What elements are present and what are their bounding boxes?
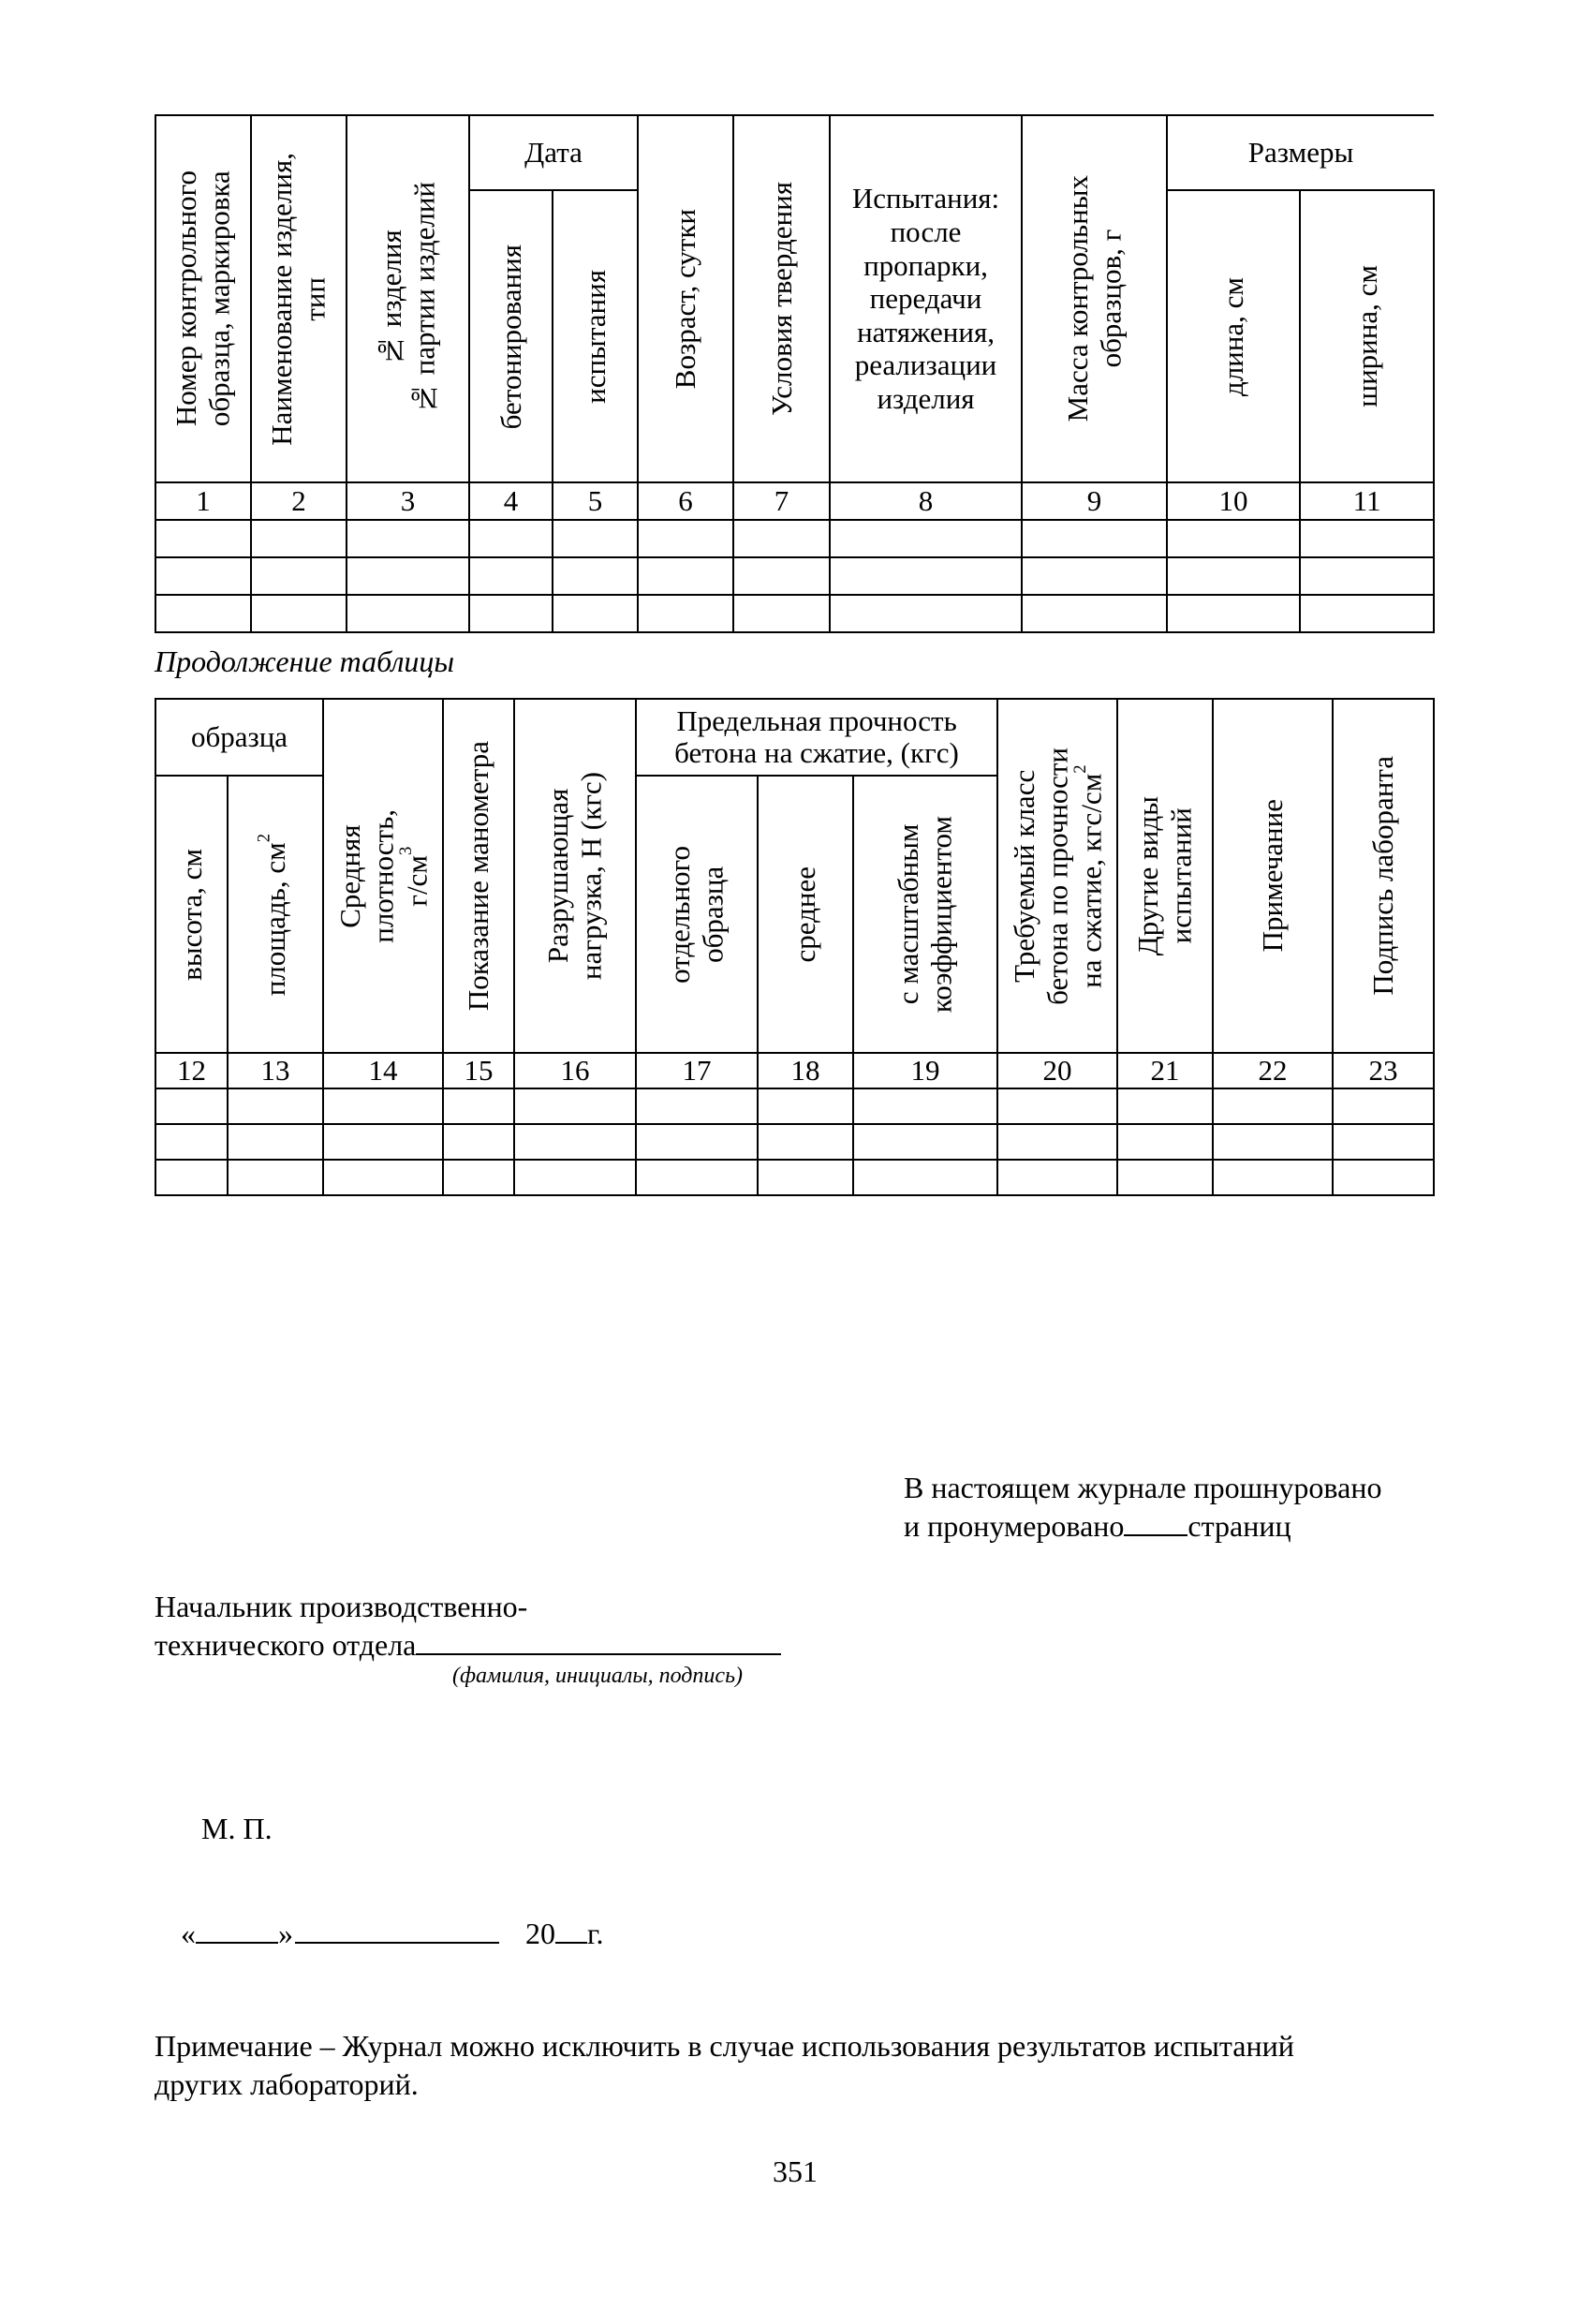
header-average: среднее <box>758 776 853 1053</box>
col-number: 17 <box>636 1053 758 1088</box>
col-number: 20 <box>997 1053 1117 1088</box>
seal-mark: М. П. <box>201 1812 273 1845</box>
col-number: 16 <box>514 1053 636 1088</box>
col-number: 23 <box>1333 1053 1434 1088</box>
table-row <box>155 557 1434 595</box>
col-number: 9 <box>1022 482 1167 520</box>
signature-blank <box>416 1653 781 1655</box>
date-line: « » 20 г. <box>181 1917 604 1950</box>
col-number: 1 <box>155 482 251 520</box>
journal-note <box>904 1469 1381 1546</box>
signature-title-line1: Начальник производственно- <box>155 1590 528 1623</box>
pages-blank <box>1124 1534 1187 1536</box>
table-row <box>155 595 1434 632</box>
col-number: 22 <box>1213 1053 1333 1088</box>
col-number: 15 <box>443 1053 514 1088</box>
col-number: 6 <box>638 482 733 520</box>
signature-hint: (фамилия, инициалы, подпись) <box>452 1664 743 1688</box>
table-row <box>155 1124 1434 1160</box>
continuation-caption: Продолжение таблицы <box>155 644 455 678</box>
header-area: площадь, $см^2$ <box>228 776 323 1053</box>
header-width: ширина, см <box>1300 190 1434 482</box>
header-scale-factor: с масштабным коэффициентом <box>853 776 997 1053</box>
header-sample-number: Номер контрольного образца, маркировка <box>155 115 251 482</box>
table-row <box>155 520 1434 557</box>
footnote-line1: Примечание – Журнал можно исключить в случае использования результатов испытаний <box>155 2029 1294 2063</box>
footnote-line2: других лабораторий. <box>155 2066 419 2101</box>
header-manometer: Показание манометра <box>443 699 514 1053</box>
year-blank <box>555 1942 587 1944</box>
table-row <box>155 1160 1434 1195</box>
col-number: 4 <box>469 482 553 520</box>
col-number: 5 <box>553 482 638 520</box>
header-date-group: Дата <box>469 115 638 190</box>
day-blank <box>196 1942 278 1944</box>
header-strength-group: Предельная прочность бетона на сжатие, (кгс) <box>636 699 997 776</box>
col-number: 21 <box>1117 1053 1213 1088</box>
signature-block <box>155 1588 781 1665</box>
col-number: 3 <box>347 482 469 520</box>
col-number: 13 <box>228 1053 323 1088</box>
table-row <box>155 1088 1434 1124</box>
column-numbers-row <box>155 482 1434 520</box>
header-sample-group: образца <box>155 699 323 776</box>
col-number: 18 <box>758 1053 853 1088</box>
header-individual-sample: отдельного образца <box>636 776 758 1053</box>
col-number: 14 <box>323 1053 443 1088</box>
header-sample-mass: Масса контрольных образцов, г <box>1022 115 1167 482</box>
journal-note-line1: В настоящем журнале прошнуровано <box>904 1471 1382 1504</box>
signature-title-line2: технического отдела <box>155 1626 781 1665</box>
col-number: 11 <box>1300 482 1434 520</box>
col-number: 7 <box>733 482 830 520</box>
header-length: длина, см <box>1167 190 1300 482</box>
col-number: 19 <box>853 1053 997 1088</box>
journal-note-line2: и пронумеровано страниц <box>904 1508 1291 1543</box>
header-tests: Испытания: после пропарки, передачи натяжения, реализации изделия <box>830 115 1022 482</box>
header-age: Возраст, сутки <box>638 115 733 482</box>
table-2 <box>155 698 1435 1196</box>
header-concreting: бетонирования <box>469 190 553 482</box>
header-density: Средняя плотность, $г/см^3$ <box>323 699 443 1053</box>
header-lab-signature: Подпись лаборанта <box>1333 699 1434 1053</box>
column-numbers-row <box>155 1053 1434 1088</box>
header-required-class: Требуемый класс бетона по прочности на сжатие, кгс/$см^2$ <box>997 699 1117 1053</box>
footnote <box>155 2027 1294 2104</box>
header-product-name: Наименование изделия, тип <box>251 115 347 482</box>
col-number: 8 <box>830 482 1022 520</box>
header-curing-conditions: Условия твердения <box>733 115 830 482</box>
table-1 <box>155 114 1435 633</box>
month-blank <box>295 1942 499 1944</box>
header-size-group: Размеры <box>1167 115 1434 190</box>
header-note: Примечание <box>1213 699 1333 1053</box>
page-number: 351 <box>773 2154 818 2188</box>
header-height: высота, см <box>155 776 228 1053</box>
col-number: 10 <box>1167 482 1300 520</box>
col-number: 2 <box>251 482 347 520</box>
col-number: 12 <box>155 1053 228 1088</box>
header-other-tests: Другие виды испытаний <box>1117 699 1213 1053</box>
header-breaking-load: Разрушающая нагрузка, Н (кгс) <box>514 699 636 1053</box>
header-testing: испытания <box>553 190 638 482</box>
header-product-number: № изделия № партии изделий <box>347 115 469 482</box>
